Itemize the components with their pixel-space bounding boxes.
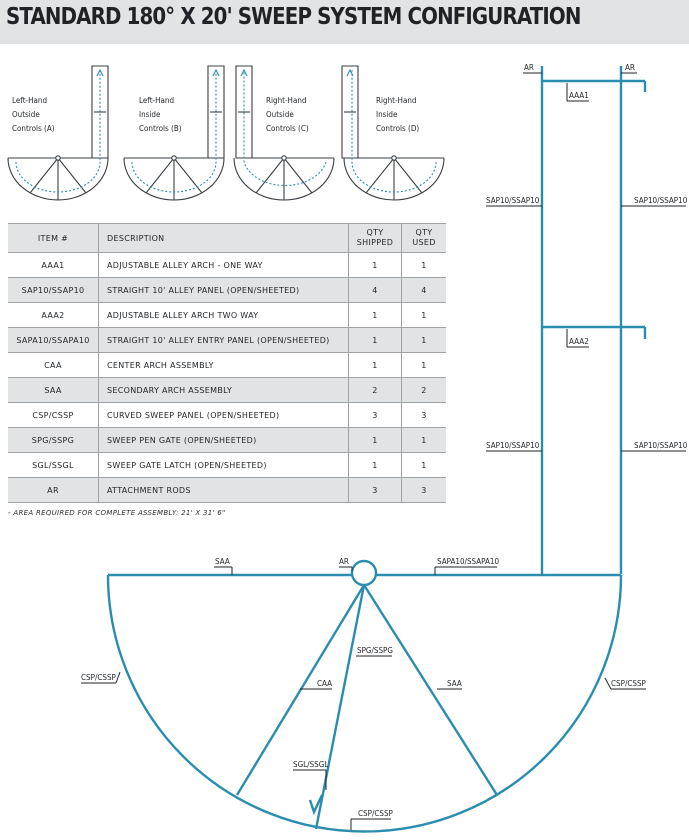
- row-qty-shipped: 1: [349, 253, 402, 278]
- config-a-line1: Left-Hand: [12, 96, 48, 105]
- label-sap-lower-left: SAP10/SSAP10: [486, 441, 540, 450]
- label-csp-right: CSP/CSSP: [611, 679, 646, 688]
- row-qty-shipped: 3: [349, 478, 402, 503]
- label-ar-right: AR: [625, 63, 635, 72]
- row-qty-used: 1: [402, 453, 447, 478]
- row-description: SECONDARY ARCH ASSEMBLY: [99, 378, 349, 403]
- row-description: STRAIGHT 10' ALLEY PANEL (OPEN/SHEETED): [99, 278, 349, 303]
- label-aaa1: AAA1: [569, 91, 589, 100]
- row-item: SAA: [8, 378, 99, 403]
- row-qty-shipped: 1: [349, 353, 402, 378]
- row-description: SWEEP GATE LATCH (OPEN/SHEETED): [99, 453, 349, 478]
- table-row: [8, 428, 446, 453]
- label-sapa: SAPA10/SSAPA10: [437, 557, 500, 566]
- row-description: ATTACHMENT RODS: [99, 478, 349, 503]
- label-sgl: SGL/SSGL: [293, 760, 329, 769]
- label-sap-upper-left: SAP10/SSAP10: [486, 196, 540, 205]
- header-qty-shipped: [349, 224, 402, 253]
- row-qty-shipped: 1: [349, 428, 402, 453]
- table-row: [8, 253, 446, 278]
- label-csp-left: CSP/CSSP: [81, 673, 116, 682]
- label-sap-lower-right: SAP10/SSAP10: [634, 441, 688, 450]
- row-qty-used: 1: [402, 353, 447, 378]
- row-item: CSP/CSSP: [8, 403, 99, 428]
- config-c-line3: Controls (C): [266, 124, 309, 133]
- label-saa-right: SAA: [447, 679, 462, 688]
- label-saa-top: SAA: [215, 557, 230, 566]
- row-description: STRAIGHT 10' ALLEY ENTRY PANEL (OPEN/SHEETED): [99, 328, 349, 353]
- row-description: SWEEP PEN GATE (OPEN/SHEETED): [99, 428, 349, 453]
- config-c-thumbnail: [234, 66, 334, 200]
- label-caa: CAA: [317, 679, 333, 688]
- table-row: [8, 278, 446, 303]
- row-qty-shipped: 3: [349, 403, 402, 428]
- config-b-line1: Left-Hand: [139, 96, 175, 105]
- row-qty-used: 2: [402, 378, 447, 403]
- label-aaa2: AAA2: [569, 337, 589, 346]
- config-a-thumbnail: [8, 66, 108, 200]
- header-qty-used-text: QTY USED: [412, 228, 436, 247]
- footnote: - AREA REQUIRED FOR COMPLETE ASSEMBLY: 21' X 31' 6": [8, 509, 226, 517]
- table-header-row: [8, 224, 446, 253]
- saa-arm: [364, 585, 497, 795]
- table-row: [8, 328, 446, 353]
- row-description: CURVED SWEEP PANEL (OPEN/SHEETED): [99, 403, 349, 428]
- page-title: STANDARD 180° X 20' SWEEP SYSTEM CONFIGURATION: [6, 4, 581, 30]
- row-qty-used: 1: [402, 253, 447, 278]
- label-ar-center: AR: [339, 557, 349, 566]
- row-qty-shipped: 1: [349, 328, 402, 353]
- config-a-line2: Outside: [12, 110, 40, 119]
- row-item: SGL/SSGL: [8, 453, 99, 478]
- label-sap-upper-right: SAP10/SSAP10: [634, 196, 688, 205]
- row-qty-shipped: 1: [349, 303, 402, 328]
- config-thumbnails: [8, 66, 444, 200]
- config-b-line2: Inside: [139, 110, 161, 119]
- row-item: SAP10/SSAP10: [8, 278, 99, 303]
- config-b-line3: Controls (B): [139, 124, 182, 133]
- table-row: [8, 403, 446, 428]
- table-row: [8, 378, 446, 403]
- row-qty-used: 3: [402, 478, 447, 503]
- row-item: SPG/SSPG: [8, 428, 99, 453]
- header-qty-used: [402, 224, 447, 253]
- spg-arm: [316, 585, 364, 829]
- row-qty-used: 1: [402, 328, 447, 353]
- row-item: CAA: [8, 353, 99, 378]
- parts-table: [8, 223, 446, 503]
- config-c-line2: Outside: [266, 110, 294, 119]
- row-item: AAA2: [8, 303, 99, 328]
- row-qty-used: 1: [402, 303, 447, 328]
- row-item: AR: [8, 478, 99, 503]
- label-ar-left: AR: [524, 63, 534, 72]
- config-b-thumbnail: [124, 66, 224, 200]
- sweep-arc: [108, 575, 621, 832]
- label-spg: SPG/SSPG: [357, 646, 393, 655]
- row-description: ADJUSTABLE ALLEY ARCH TWO WAY: [99, 303, 349, 328]
- table-row: [8, 303, 446, 328]
- table-row: [8, 453, 446, 478]
- row-qty-shipped: 2: [349, 378, 402, 403]
- config-d-thumbnail: [342, 66, 444, 200]
- config-c-line1: Right-Hand: [266, 96, 307, 105]
- table-row: [8, 353, 446, 378]
- center-hub: [352, 561, 376, 585]
- config-d-line3: Controls (D): [376, 124, 420, 133]
- config-a-line3: Controls (A): [12, 124, 55, 133]
- config-d-line2: Inside: [376, 110, 398, 119]
- row-item: SAPA10/SSAPA10: [8, 328, 99, 353]
- row-description: ADJUSTABLE ALLEY ARCH - ONE WAY: [99, 253, 349, 278]
- row-description: CENTER ARCH ASSEMBLY: [99, 353, 349, 378]
- row-qty-used: 1: [402, 428, 447, 453]
- row-qty-used: 4: [402, 278, 447, 303]
- row-qty-used: 3: [402, 403, 447, 428]
- label-csp-bottom: CSP/CSSP: [358, 809, 393, 818]
- header-description: DESCRIPTION: [99, 224, 349, 253]
- row-qty-shipped: 1: [349, 453, 402, 478]
- row-item: AAA1: [8, 253, 99, 278]
- header-qty-shipped-text: QTY SHIPPED: [356, 228, 394, 247]
- table-row: [8, 478, 446, 503]
- config-d-line1: Right-Hand: [376, 96, 417, 105]
- row-qty-shipped: 4: [349, 278, 402, 303]
- header-item: ITEM #: [8, 224, 99, 253]
